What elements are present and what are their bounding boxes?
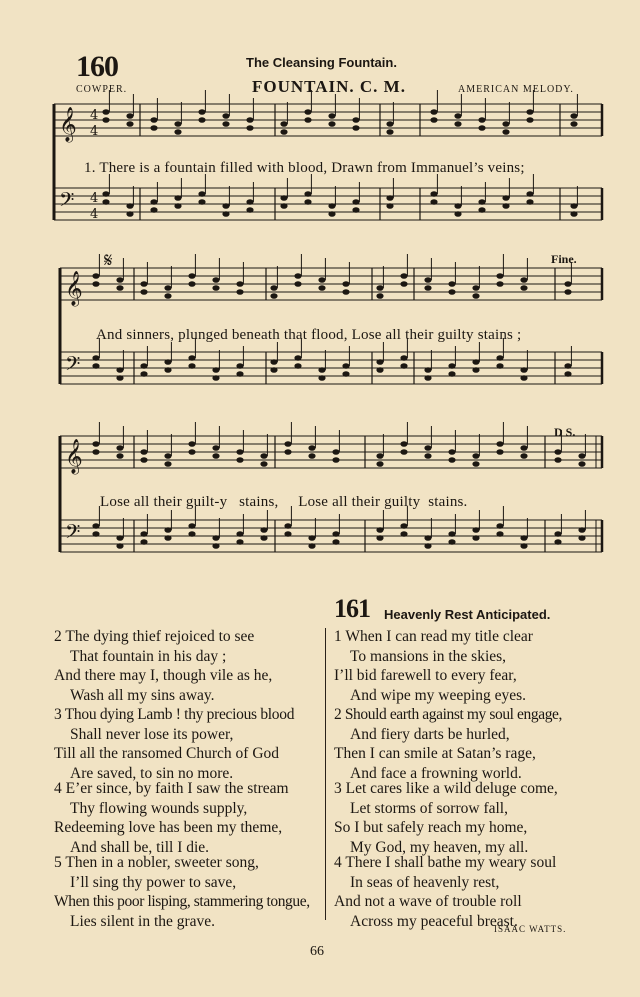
- verse: [54, 705, 294, 783]
- verse-line: Till all the ransomed Church of God: [54, 745, 280, 762]
- note-head: [308, 445, 315, 451]
- note-head: [92, 355, 99, 361]
- note-head: [448, 281, 455, 287]
- note-head: [126, 211, 133, 217]
- note-head: [284, 441, 291, 447]
- note-head: [520, 535, 527, 541]
- tune-title: FOUNTAIN. C. M.: [252, 77, 406, 96]
- note-head: [260, 527, 267, 533]
- note-head: [342, 363, 349, 369]
- verse-line: 3 Thou dying Lamb ! thy precious blood: [54, 706, 295, 723]
- ds-marker: D S.: [554, 425, 576, 439]
- note-head: [284, 523, 291, 529]
- lyric-line-1: 1. There is a fountain filled with blood, Drawn from Immanuel’s veins;: [84, 160, 525, 176]
- note-head: [212, 285, 219, 291]
- note-head: [236, 449, 243, 455]
- note-head: [294, 355, 301, 361]
- verse-line: 4 E’er since, by faith I saw the stream: [54, 780, 289, 797]
- note-head: [188, 281, 195, 287]
- note-head: [430, 109, 437, 115]
- note-head: [164, 527, 171, 533]
- note-head: [376, 293, 383, 299]
- note-head: [424, 543, 431, 549]
- note-head: [520, 375, 527, 381]
- note-head: [496, 523, 503, 529]
- note-head: [116, 543, 123, 549]
- note-head: [304, 199, 311, 205]
- time-signature: 4: [90, 108, 99, 123]
- note-head: [424, 375, 431, 381]
- note-head: [198, 109, 205, 115]
- note-head: [400, 281, 407, 287]
- note-head: [526, 199, 533, 205]
- note-head: [478, 117, 485, 123]
- note-head: [448, 371, 455, 377]
- note-head: [376, 527, 383, 533]
- note-head: [280, 195, 287, 201]
- note-head: [188, 523, 195, 529]
- note-head: [304, 117, 311, 123]
- note-head: [174, 195, 181, 201]
- note-head: [342, 289, 349, 295]
- note-head: [304, 191, 311, 197]
- verse-line: 2 Should earth against my soul engage,: [334, 706, 563, 723]
- note-head: [260, 535, 267, 541]
- note-head: [308, 543, 315, 549]
- note-head: [236, 457, 243, 463]
- note-head: [502, 121, 509, 127]
- note-head: [448, 531, 455, 537]
- verse-line: And wipe my weeping eyes.: [350, 686, 527, 704]
- verse-line: To mansions in the skies,: [350, 647, 507, 665]
- note-head: [332, 531, 339, 537]
- note-head: [526, 109, 533, 115]
- verse-line: Then I can smile at Satan’s rage,: [334, 745, 536, 762]
- note-head: [472, 461, 479, 467]
- note-head: [188, 449, 195, 455]
- note-head: [164, 461, 171, 467]
- note-head: [164, 367, 171, 373]
- note-head: [554, 539, 561, 545]
- note-head: [454, 121, 461, 127]
- verse-line: And shall be, till I die.: [70, 838, 210, 856]
- note-head: [164, 285, 171, 291]
- hymn-title-161: Heavenly Rest Anticipated.: [384, 607, 551, 622]
- note-head: [332, 539, 339, 545]
- verse-line: When this poor lisping, stammering tongue,: [54, 893, 310, 910]
- note-head: [554, 531, 561, 537]
- note-head: [328, 211, 335, 217]
- column-divider: [325, 628, 326, 920]
- note-head: [284, 531, 291, 537]
- note-head: [478, 199, 485, 205]
- note-head: [376, 461, 383, 467]
- note-head: [424, 285, 431, 291]
- note-head: [212, 375, 219, 381]
- note-head: [140, 449, 147, 455]
- note-head: [102, 117, 109, 123]
- note-head: [520, 277, 527, 283]
- note-head: [400, 531, 407, 537]
- note-head: [198, 191, 205, 197]
- note-head: [308, 453, 315, 459]
- note-head: [570, 203, 577, 209]
- note-head: [386, 121, 393, 127]
- verse-line: Thy flowing wounds supply,: [70, 799, 248, 817]
- note-head: [352, 117, 359, 123]
- note-head: [174, 129, 181, 135]
- verse: [54, 627, 272, 705]
- note-head: [188, 273, 195, 279]
- note-head: [376, 367, 383, 373]
- hymn-number: 160: [76, 50, 118, 83]
- note-head: [126, 203, 133, 209]
- note-head: [496, 273, 503, 279]
- note-head: [304, 109, 311, 115]
- note-head: [212, 543, 219, 549]
- note-head: [212, 367, 219, 373]
- note-head: [188, 355, 195, 361]
- note-head: [496, 449, 503, 455]
- note-head: [376, 359, 383, 365]
- note-head: [554, 457, 561, 463]
- note-head: [164, 535, 171, 541]
- composer-credit: AMERICAN MELODY.: [458, 84, 574, 95]
- verse: [334, 627, 533, 705]
- note-head: [236, 371, 243, 377]
- note-head: [222, 121, 229, 127]
- note-head: [376, 285, 383, 291]
- note-head: [454, 211, 461, 217]
- verse-line: I’ll sing thy power to save,: [70, 873, 237, 891]
- note-head: [386, 195, 393, 201]
- note-head: [328, 203, 335, 209]
- note-head: [448, 363, 455, 369]
- verse-line: Across my peaceful breast.: [350, 912, 518, 930]
- note-head: [92, 441, 99, 447]
- note-head: [92, 273, 99, 279]
- segno-sign: 𝄋: [104, 250, 113, 272]
- verse-line: Lies silent in the grave.: [70, 912, 216, 930]
- note-head: [502, 203, 509, 209]
- note-head: [212, 453, 219, 459]
- note-head: [424, 453, 431, 459]
- bass-clef: 𝄢: [59, 188, 75, 216]
- note-head: [222, 211, 229, 217]
- hymn-number-161: 161: [334, 594, 370, 623]
- note-head: [308, 535, 315, 541]
- note-head: [570, 113, 577, 119]
- note-head: [284, 449, 291, 455]
- verse-line: And there may I, though vile as he,: [54, 667, 273, 684]
- note-head: [140, 539, 147, 545]
- verse: [334, 779, 558, 857]
- note-head: [496, 531, 503, 537]
- lyric-line-2: And sinners, plunged beneath that flood, Lose all their guilty stains ;: [96, 327, 522, 343]
- note-head: [472, 293, 479, 299]
- author-credit-161: ISAAC WATTS.: [494, 924, 567, 934]
- note-head: [140, 371, 147, 377]
- note-head: [116, 535, 123, 541]
- note-head: [448, 449, 455, 455]
- note-head: [564, 371, 571, 377]
- note-head: [318, 367, 325, 373]
- note-head: [472, 453, 479, 459]
- time-signature: 4: [90, 207, 99, 222]
- note-head: [236, 281, 243, 287]
- note-head: [174, 203, 181, 209]
- note-head: [400, 523, 407, 529]
- note-head: [424, 367, 431, 373]
- note-head: [164, 453, 171, 459]
- note-head: [212, 535, 219, 541]
- note-head: [260, 453, 267, 459]
- time-signature: 4: [90, 191, 99, 206]
- note-head: [570, 121, 577, 127]
- note-head: [318, 375, 325, 381]
- note-head: [448, 539, 455, 545]
- note-head: [236, 289, 243, 295]
- note-head: [270, 367, 277, 373]
- note-head: [342, 281, 349, 287]
- note-head: [318, 285, 325, 291]
- note-head: [140, 531, 147, 537]
- treble-clef: 𝄞: [65, 271, 83, 306]
- verse-line: Let storms of sorrow fall,: [350, 799, 508, 817]
- note-head: [294, 363, 301, 369]
- note-head: [564, 363, 571, 369]
- note-head: [448, 457, 455, 463]
- note-head: [222, 203, 229, 209]
- note-head: [270, 293, 277, 299]
- verse-line: And face a frowning world.: [350, 764, 522, 782]
- note-head: [294, 281, 301, 287]
- note-head: [454, 113, 461, 119]
- note-head: [502, 129, 509, 135]
- bass-clef: 𝄢: [65, 352, 81, 380]
- note-head: [564, 281, 571, 287]
- note-head: [472, 359, 479, 365]
- verse-line: 5 Then in a nobler, sweeter song,: [54, 854, 259, 871]
- note-head: [386, 129, 393, 135]
- note-head: [352, 199, 359, 205]
- note-head: [520, 453, 527, 459]
- verse-line: And fiery darts be hurled,: [350, 725, 510, 743]
- note-head: [400, 273, 407, 279]
- note-head: [430, 117, 437, 123]
- note-head: [102, 109, 109, 115]
- note-head: [92, 363, 99, 369]
- treble-clef: 𝄞: [59, 107, 77, 142]
- note-head: [424, 535, 431, 541]
- note-head: [280, 129, 287, 135]
- note-head: [188, 363, 195, 369]
- note-head: [236, 531, 243, 537]
- note-head: [570, 211, 577, 217]
- note-head: [92, 523, 99, 529]
- note-head: [472, 285, 479, 291]
- bass-clef: 𝄢: [65, 520, 81, 548]
- note-head: [102, 199, 109, 205]
- note-head: [150, 199, 157, 205]
- note-head: [102, 191, 109, 197]
- note-head: [222, 113, 229, 119]
- note-head: [280, 121, 287, 127]
- note-head: [126, 121, 133, 127]
- note-head: [332, 457, 339, 463]
- verse-line: That fountain in his day ;: [70, 647, 227, 665]
- note-head: [496, 355, 503, 361]
- note-head: [400, 363, 407, 369]
- note-head: [496, 281, 503, 287]
- note-head: [164, 293, 171, 299]
- note-head: [328, 121, 335, 127]
- verse-line: My God, my heaven, my all.: [350, 838, 529, 856]
- verse-line: 1 When I can read my title clear: [334, 628, 533, 645]
- note-head: [260, 461, 267, 467]
- note-head: [212, 445, 219, 451]
- note-head: [328, 113, 335, 119]
- lyric-line-3: Lose all their guilt-y stains, Lose all their guilty stains.: [100, 494, 468, 510]
- note-head: [92, 281, 99, 287]
- note-head: [116, 453, 123, 459]
- verse-line: So I but safely reach my home,: [334, 819, 528, 836]
- note-head: [188, 531, 195, 537]
- note-head: [342, 371, 349, 377]
- note-head: [578, 535, 585, 541]
- note-head: [116, 445, 123, 451]
- verse-line: Are saved, to sin no more.: [70, 764, 234, 782]
- note-head: [150, 207, 157, 213]
- note-head: [246, 207, 253, 213]
- note-head: [578, 461, 585, 467]
- verse-line: 2 The dying thief rejoiced to see: [54, 628, 255, 645]
- note-head: [430, 191, 437, 197]
- note-head: [280, 203, 287, 209]
- note-head: [318, 277, 325, 283]
- treble-clef: 𝄞: [65, 439, 83, 474]
- verse: [54, 779, 289, 857]
- note-head: [352, 207, 359, 213]
- note-head: [502, 195, 509, 201]
- note-head: [448, 289, 455, 295]
- note-head: [270, 285, 277, 291]
- note-head: [126, 113, 133, 119]
- note-head: [116, 285, 123, 291]
- note-head: [116, 277, 123, 283]
- page-number: 66: [310, 944, 324, 959]
- note-head: [478, 207, 485, 213]
- verse-line: Shall never lose its power,: [70, 725, 234, 743]
- note-head: [520, 285, 527, 291]
- note-head: [150, 125, 157, 131]
- note-head: [188, 441, 195, 447]
- verse-line: 3 Let cares like a wild deluge come,: [334, 780, 558, 797]
- note-head: [520, 445, 527, 451]
- note-head: [496, 363, 503, 369]
- verse-line: Redeeming love has been my theme,: [54, 819, 283, 836]
- note-head: [472, 535, 479, 541]
- note-head: [472, 527, 479, 533]
- note-head: [116, 375, 123, 381]
- note-head: [424, 277, 431, 283]
- note-head: [140, 363, 147, 369]
- verse-line: In seas of heavenly rest,: [350, 873, 500, 891]
- note-head: [236, 539, 243, 545]
- note-head: [520, 543, 527, 549]
- note-head: [386, 203, 393, 209]
- note-head: [140, 457, 147, 463]
- note-head: [400, 449, 407, 455]
- note-head: [478, 125, 485, 131]
- verse: [334, 705, 562, 783]
- note-head: [454, 203, 461, 209]
- note-head: [246, 125, 253, 131]
- note-head: [332, 449, 339, 455]
- note-head: [424, 445, 431, 451]
- verse-line: And not a wave of trouble roll: [334, 893, 522, 910]
- note-head: [520, 367, 527, 373]
- note-head: [236, 363, 243, 369]
- note-head: [564, 289, 571, 295]
- author-credit: COWPER.: [76, 84, 128, 95]
- note-head: [92, 531, 99, 537]
- note-head: [164, 359, 171, 365]
- verse-line: Wash all my sins away.: [70, 686, 215, 704]
- note-head: [270, 359, 277, 365]
- verse-line: 4 There I shall bathe my weary soul: [334, 854, 557, 871]
- note-head: [526, 117, 533, 123]
- note-head: [554, 449, 561, 455]
- note-head: [92, 449, 99, 455]
- note-head: [116, 367, 123, 373]
- note-head: [578, 527, 585, 533]
- note-head: [150, 117, 157, 123]
- note-head: [140, 289, 147, 295]
- verse: [54, 853, 310, 931]
- note-head: [198, 117, 205, 123]
- note-head: [294, 273, 301, 279]
- note-head: [578, 453, 585, 459]
- note-head: [430, 199, 437, 205]
- note-head: [246, 117, 253, 123]
- note-head: [246, 199, 253, 205]
- note-head: [174, 121, 181, 127]
- note-head: [376, 453, 383, 459]
- verse: [334, 853, 556, 931]
- fine-marker: Fine.: [551, 252, 577, 266]
- verse-line: I’ll bid farewell to every fear,: [334, 667, 517, 684]
- note-head: [212, 277, 219, 283]
- note-head: [400, 355, 407, 361]
- note-head: [198, 199, 205, 205]
- note-head: [496, 441, 503, 447]
- note-head: [352, 125, 359, 131]
- note-head: [526, 191, 533, 197]
- time-signature: 4: [90, 124, 99, 139]
- hymn-title: The Cleansing Fountain.: [246, 55, 397, 70]
- note-head: [400, 441, 407, 447]
- note-head: [472, 367, 479, 373]
- note-head: [376, 535, 383, 541]
- note-head: [140, 281, 147, 287]
